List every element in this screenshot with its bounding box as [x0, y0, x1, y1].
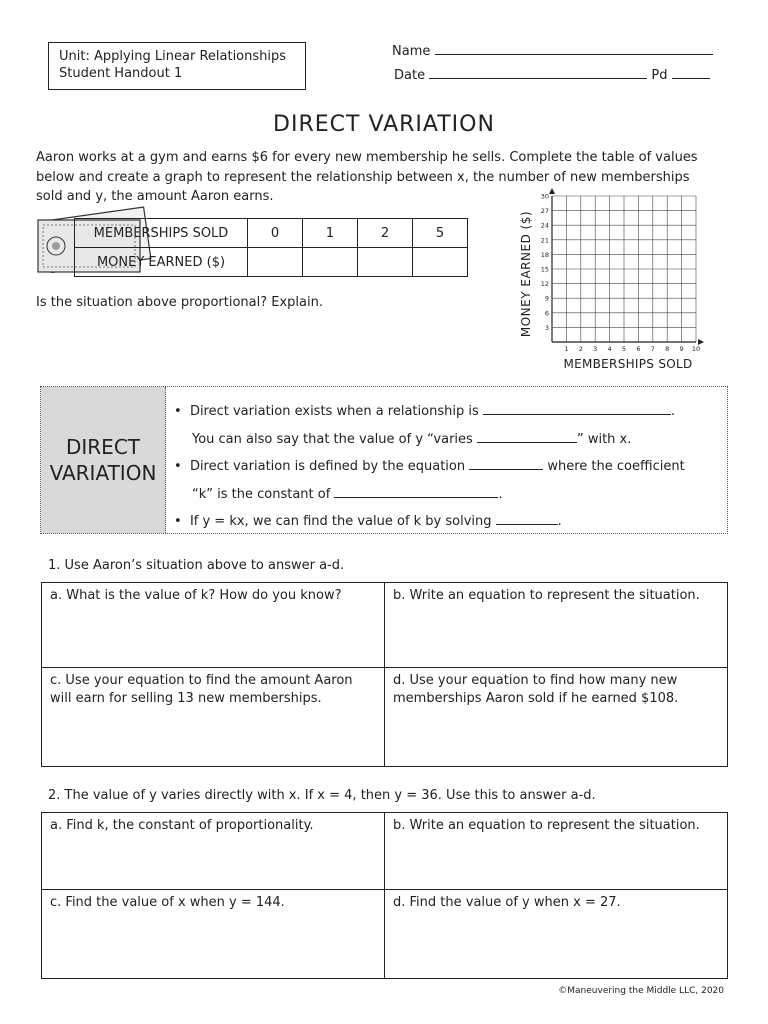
x-tick-label: 8: [665, 345, 670, 353]
x-tick-label: 7: [650, 345, 655, 353]
y-tick-label: 9: [544, 294, 549, 303]
row-label-money: MONEY EARNED ($): [75, 248, 248, 277]
y-tick-label: 18: [540, 250, 549, 259]
dv-bullet-1-cont: You can also say that the value of y “varies ” with x.: [192, 431, 632, 447]
y-value-cell[interactable]: [358, 248, 413, 277]
pd-blank[interactable]: [672, 66, 710, 79]
dv-bullet-3: • If y = kx, we can find the value of k by solving .: [174, 514, 562, 529]
q2-grid: [41, 812, 728, 979]
q1-grid: [41, 582, 728, 767]
unit-box: [48, 42, 306, 90]
date-label: Date: [394, 68, 426, 83]
x-tick-label: 9: [679, 345, 684, 353]
q1-c-cell[interactable]: c. Use your equation to find the amount Aaron will earn for selling 13 new memberships.: [42, 668, 385, 767]
name-label: Name: [392, 44, 431, 59]
copyright-footer: ©Maneuvering the Middle LLC, 2020: [558, 986, 724, 996]
q2-d-cell[interactable]: d. Find the value of y when x = 27.: [385, 890, 728, 979]
y-tick-label: 3: [544, 323, 549, 332]
proportional-question: Is the situation above proportional? Explain.: [36, 295, 323, 310]
graph-grid: [549, 188, 704, 345]
name-blank[interactable]: [435, 42, 713, 55]
q2-a-cell[interactable]: a. Find k, the constant of proportionality.: [42, 813, 385, 890]
q2-prompt: 2. The value of y varies directly with x. If x = 4, then y = 36. Use this to answer a-d.: [48, 788, 596, 803]
x-value-cell: 5: [413, 219, 468, 248]
x-tick-label: 10: [691, 345, 701, 353]
y-value-cell[interactable]: [248, 248, 303, 277]
q2-b-cell[interactable]: b. Write an equation to represent the situation.: [385, 813, 728, 890]
date-blank[interactable]: [429, 66, 647, 79]
y-tick-labels: [541, 193, 549, 332]
table-row: [75, 248, 468, 277]
q1-a-cell[interactable]: a. What is the value of k? How do you know?: [42, 583, 385, 668]
dv-label-line1: DIRECT: [65, 435, 140, 459]
x-value-cell: 0: [248, 219, 303, 248]
q1-d-cell[interactable]: d. Use your equation to find how many new memberships Aaron sold if he earned $108.: [385, 668, 728, 767]
blank[interactable]: [483, 402, 671, 415]
table-row: [75, 219, 468, 248]
dv-bullet-1: • Direct variation exists when a relationship is .: [174, 404, 676, 419]
unit-title: Unit: Applying Linear Relationships: [59, 49, 287, 64]
x-tick-label: 2: [578, 345, 583, 353]
dv-bullet-2: • Direct variation is defined by the equation where the coefficient: [174, 459, 685, 474]
y-tick-label: 21: [540, 236, 549, 245]
value-table: [74, 218, 468, 277]
q2-c-cell[interactable]: c. Find the value of x when y = 144.: [42, 890, 385, 979]
x-tick-label: 6: [636, 345, 641, 353]
x-tick-label: 4: [607, 345, 612, 353]
y-value-cell[interactable]: [303, 248, 358, 277]
x-axis-label: MEMBERSHIPS SOLD: [563, 357, 693, 371]
y-tick-label: 30: [540, 192, 549, 201]
q1-b-cell[interactable]: b. Write an equation to represent the situation.: [385, 583, 728, 668]
blank[interactable]: [496, 512, 558, 525]
y-tick-label: 6: [544, 309, 549, 318]
q1-prompt: 1. Use Aaron’s situation above to answer a-d.: [48, 558, 345, 573]
x-tick-label: 5: [621, 345, 627, 353]
row-label-memberships: MEMBERSHIPS SOLD: [75, 219, 248, 248]
dv-bullets: [174, 398, 724, 536]
intro-text: Aaron works at a gym and earns $6 for every new membership he sells. Complete the table of values below and create a graph to represent the relationship between x, the number of new memberships sold and y, the amount Aaron earns.: [36, 150, 698, 204]
date-field: [394, 66, 710, 83]
y-tick-label: 12: [540, 280, 549, 289]
coordinate-graph[interactable]: [510, 186, 710, 376]
blank[interactable]: [334, 485, 498, 498]
name-field: [392, 42, 713, 59]
x-tick-labels: [564, 345, 700, 353]
x-value-cell: 2: [358, 219, 413, 248]
pd-label: Pd: [651, 68, 668, 83]
y-tick-label: 27: [540, 207, 549, 216]
blank[interactable]: [477, 430, 577, 443]
y-value-cell[interactable]: [413, 248, 468, 277]
dv-label-line2: VARIATION: [49, 461, 157, 485]
y-axis-arrow: [549, 188, 555, 194]
blank[interactable]: [469, 457, 543, 470]
x-tick-label: 1: [564, 345, 569, 353]
direct-variation-label: [41, 387, 166, 533]
page-title: DIRECT VARIATION: [273, 112, 495, 137]
y-tick-label: 15: [540, 265, 549, 274]
x-value-cell: 1: [303, 219, 358, 248]
y-tick-label: 24: [540, 221, 549, 230]
x-tick-label: 3: [593, 345, 598, 353]
dv-bullet-2-cont: “k” is the constant of .: [192, 486, 503, 502]
y-axis-label: MONEY EARNED ($): [519, 210, 533, 338]
handout-label: Student Handout 1: [59, 66, 183, 81]
